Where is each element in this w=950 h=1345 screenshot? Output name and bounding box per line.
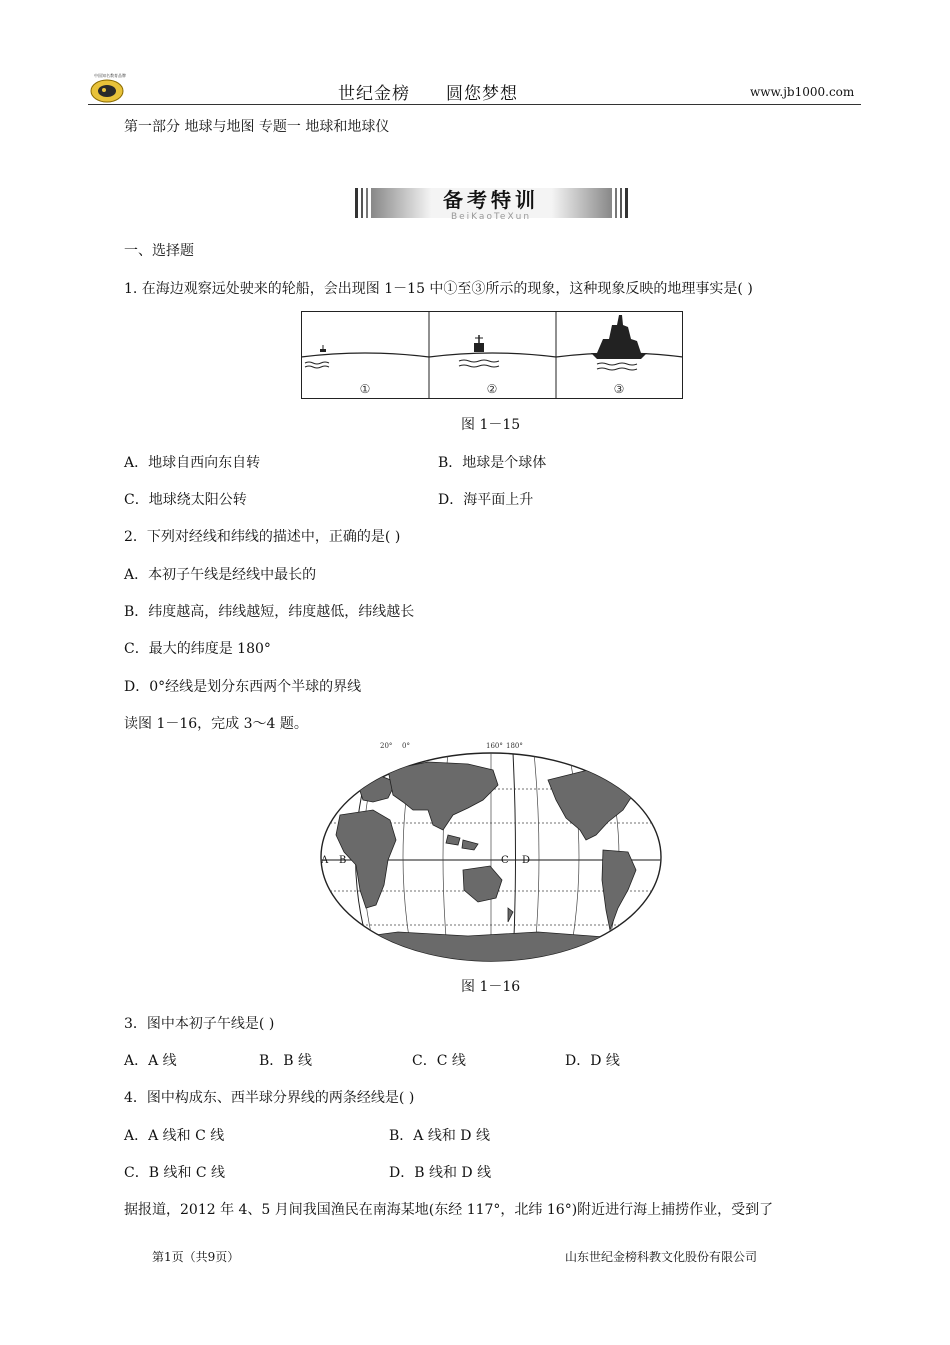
- fig1-label: ③: [613, 382, 625, 396]
- map-line-label: C: [501, 855, 509, 866]
- q1-option-b[interactable]: B．地球是个球体: [438, 455, 547, 471]
- map-lon-label: 0°: [402, 742, 410, 750]
- q4-option-a[interactable]: A．A 线和 C 线: [124, 1128, 225, 1144]
- figure-caption: 图 1－16: [461, 979, 521, 995]
- q3-option-a[interactable]: A．A 线: [124, 1053, 177, 1069]
- map-line-label: D: [522, 855, 531, 866]
- fig1-label: ①: [359, 382, 371, 396]
- intro-3-4: 读图 1－16，完成 3～4 题。: [124, 716, 308, 732]
- q2-option-a[interactable]: A．本初子午线是经线中最长的: [124, 567, 317, 583]
- banner-title: 备考特训: [443, 188, 539, 212]
- q4-option-c[interactable]: C．B 线和 C 线: [124, 1165, 226, 1181]
- figure-1-15: [301, 311, 683, 399]
- logo-text: 中国知名教育品牌: [94, 73, 126, 78]
- q3-option-d[interactable]: D．D 线: [565, 1053, 620, 1069]
- map-lon-label: 180°: [506, 742, 523, 750]
- q4-option-b[interactable]: B．A 线和 D 线: [389, 1128, 490, 1144]
- q3-option-c[interactable]: C．C 线: [412, 1053, 466, 1069]
- q1-option-a[interactable]: A．地球自西向东自转: [124, 455, 261, 471]
- figure-1-16-world-map: [318, 740, 664, 970]
- section-banner: [355, 186, 628, 220]
- q2-option-d[interactable]: D．0°经线是划分东西两个半球的界线: [124, 679, 362, 695]
- q1-option-d[interactable]: D．海平面上升: [438, 492, 534, 508]
- header-divider: [88, 104, 861, 105]
- site-url[interactable]: www.jb1000.com: [750, 85, 855, 99]
- map-lon-label: 160°: [486, 742, 503, 750]
- q2-option-c[interactable]: C．最大的纬度是 180°: [124, 641, 271, 657]
- q1-stem: 1. 在海边观察远处驶来的轮船，会出现图 1－15 中①至③所示的现象，这种现象反映的地理事实是( ): [124, 281, 753, 297]
- banner-subtitle: BeiKaoTeXun: [450, 212, 532, 220]
- map-line-label: A: [321, 855, 329, 866]
- section-title: 一、选择题: [124, 243, 194, 259]
- q4-stem: 4．图中构成东、西半球分界线的两条经线是( ): [124, 1090, 415, 1106]
- breadcrumb: 第一部分 地球与地图 专题一 地球和地球仪: [124, 119, 390, 135]
- fig1-label: ②: [486, 382, 498, 396]
- map-lon-label: 20°: [380, 742, 393, 750]
- q2-stem: 2．下列对经线和纬线的描述中，正确的是( ): [124, 529, 401, 545]
- brand-logo: [88, 70, 132, 106]
- q2-option-b[interactable]: B．纬度越高，纬线越短，纬度越低，纬线越长: [124, 604, 415, 620]
- q4-option-d[interactable]: D．B 线和 D 线: [389, 1165, 492, 1181]
- passage: 据报道，2012 年 4、5 月间我国渔民在南海某地(东经 117°，北纬 16°)附近进行海上捕捞作业，受到了: [124, 1202, 774, 1218]
- map-line-label: B: [339, 855, 347, 866]
- q3-stem: 3．图中本初子午线是( ): [124, 1016, 275, 1032]
- figure-caption: 图 1－15: [461, 417, 521, 433]
- q3-option-b[interactable]: B．B 线: [259, 1053, 313, 1069]
- footer-page: 第1页（共9页）: [152, 1250, 240, 1264]
- footer-company: 山东世纪金榜科教文化股份有限公司: [565, 1250, 758, 1264]
- brand-slogan: 世纪金榜 圆您梦想: [338, 84, 518, 104]
- q1-option-c[interactable]: C．地球绕太阳公转: [124, 492, 247, 508]
